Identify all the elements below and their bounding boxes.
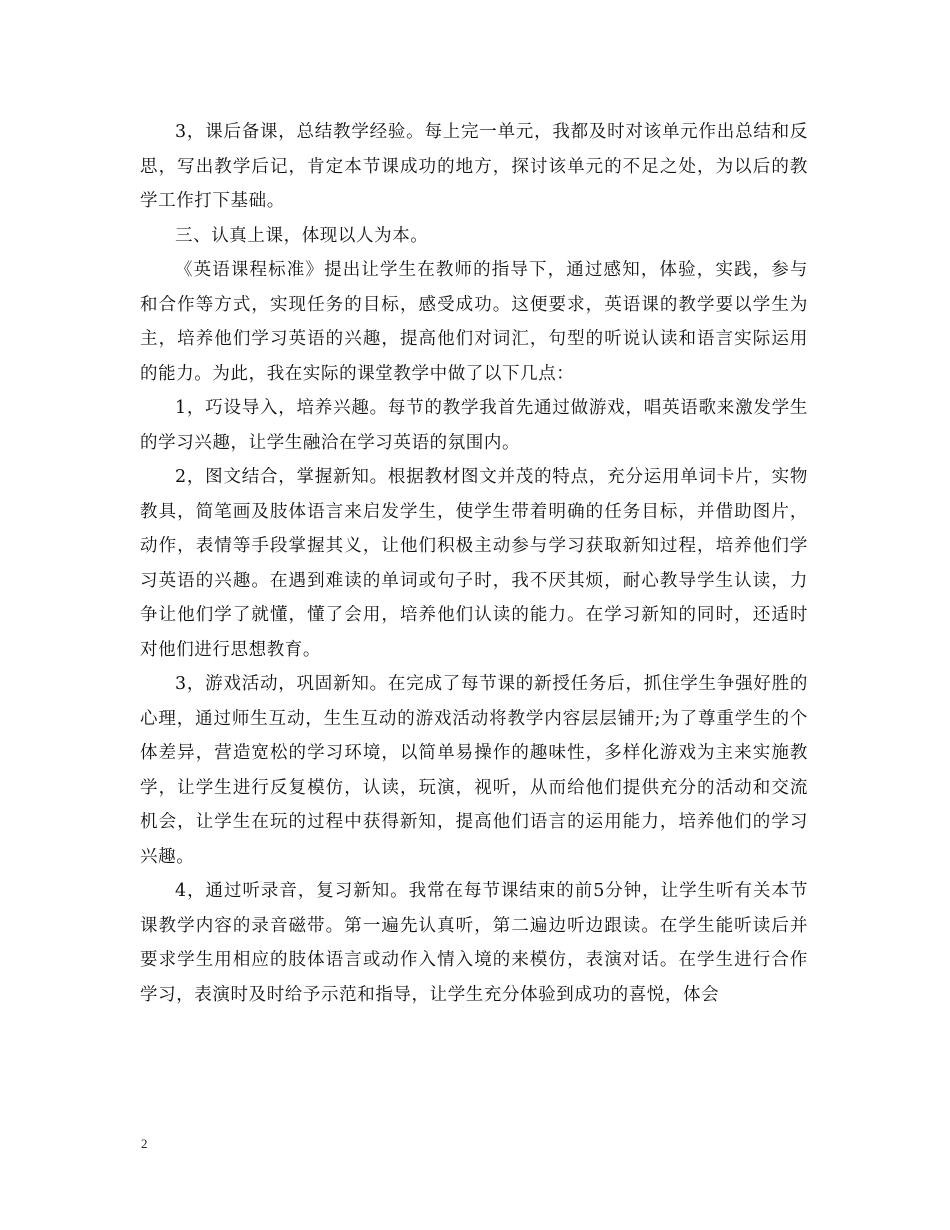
section-heading-class-teaching: 三、认真上课，体现以人为本。: [175, 225, 429, 246]
document-body: [140, 115, 808, 1012]
page-number: 2: [141, 1136, 148, 1151]
paragraph-point-1: 1，巧设导入，培养兴趣。每节的教学我首先通过做游戏，唱英语歌来激发学生的学习兴趣，让学生融洽在学习英语的氛围内。: [140, 398, 808, 453]
paragraph-curriculum-standard: 《英语课程标准》提出让学生在教师的指导下，通过感知，体验，实践，参与和合作等方式，实现任务的目标，感受成功。这便要求，英语课的教学要以学生为主，培养他们学习英语的兴趣，提高他们对词汇，句型的听说认读和语言实际运用的能力。为此，我在实际的课堂教学中做了以下几点：: [140, 260, 808, 384]
paragraph-point-2: 2，图文结合，掌握新知。根据教材图文并茂的特点，充分运用单词卡片，实物教具，简笔画及肢体语言来启发学生，使学生带着明确的任务目标，并借助图片，动作，表情等手段掌握其义，让他们积极主动参与学习获取新知过程，培养他们学习英语的兴趣。在遇到难读的单词或句子时，我不厌其烦，耐心教导学生认读，力争让他们学了就懂，懂了会用，培养他们认读的能力。在学习新知的同时，还适时对他们进行思想教育。: [140, 467, 808, 660]
paragraph-point-3: 3，游戏活动，巩固新知。在完成了每节课的新授任务后，抓住学生争强好胜的心理，通过师生互动，生生互动的游戏活动将教学内容层层铺开;为了尊重学生的个体差异，营造宽松的学习环境，以简单易操作的趣味性，多样化游戏为主来实施教学，让学生进行反复模仿，认读，玩演，视听，从而给他们提供充分的活动和交流机会，让学生在玩的过程中获得新知，提高他们语言的运用能力，培养他们的学习兴趣。: [140, 674, 808, 867]
paragraph-point-4: 4，通过听录音，复习新知。我常在每节课结束的前5分钟，让学生听有关本节课教学内容的录音磁带。第一遍先认真听，第二遍边听边跟读。在学生能听读后并要求学生用相应的肢体语言或动作入情入境的来模仿，表演对话。在学生进行合作学习，表演时及时给予示范和指导，让学生充分体验到成功的喜悦，体会: [140, 881, 808, 1005]
paragraph-lesson-review: 3，课后备课，总结教学经验。每上完一单元，我都及时对该单元作出总结和反思，写出教学后记，肯定本节课成功的地方，探讨该单元的不足之处，为以后的教学工作打下基础。: [140, 122, 808, 211]
